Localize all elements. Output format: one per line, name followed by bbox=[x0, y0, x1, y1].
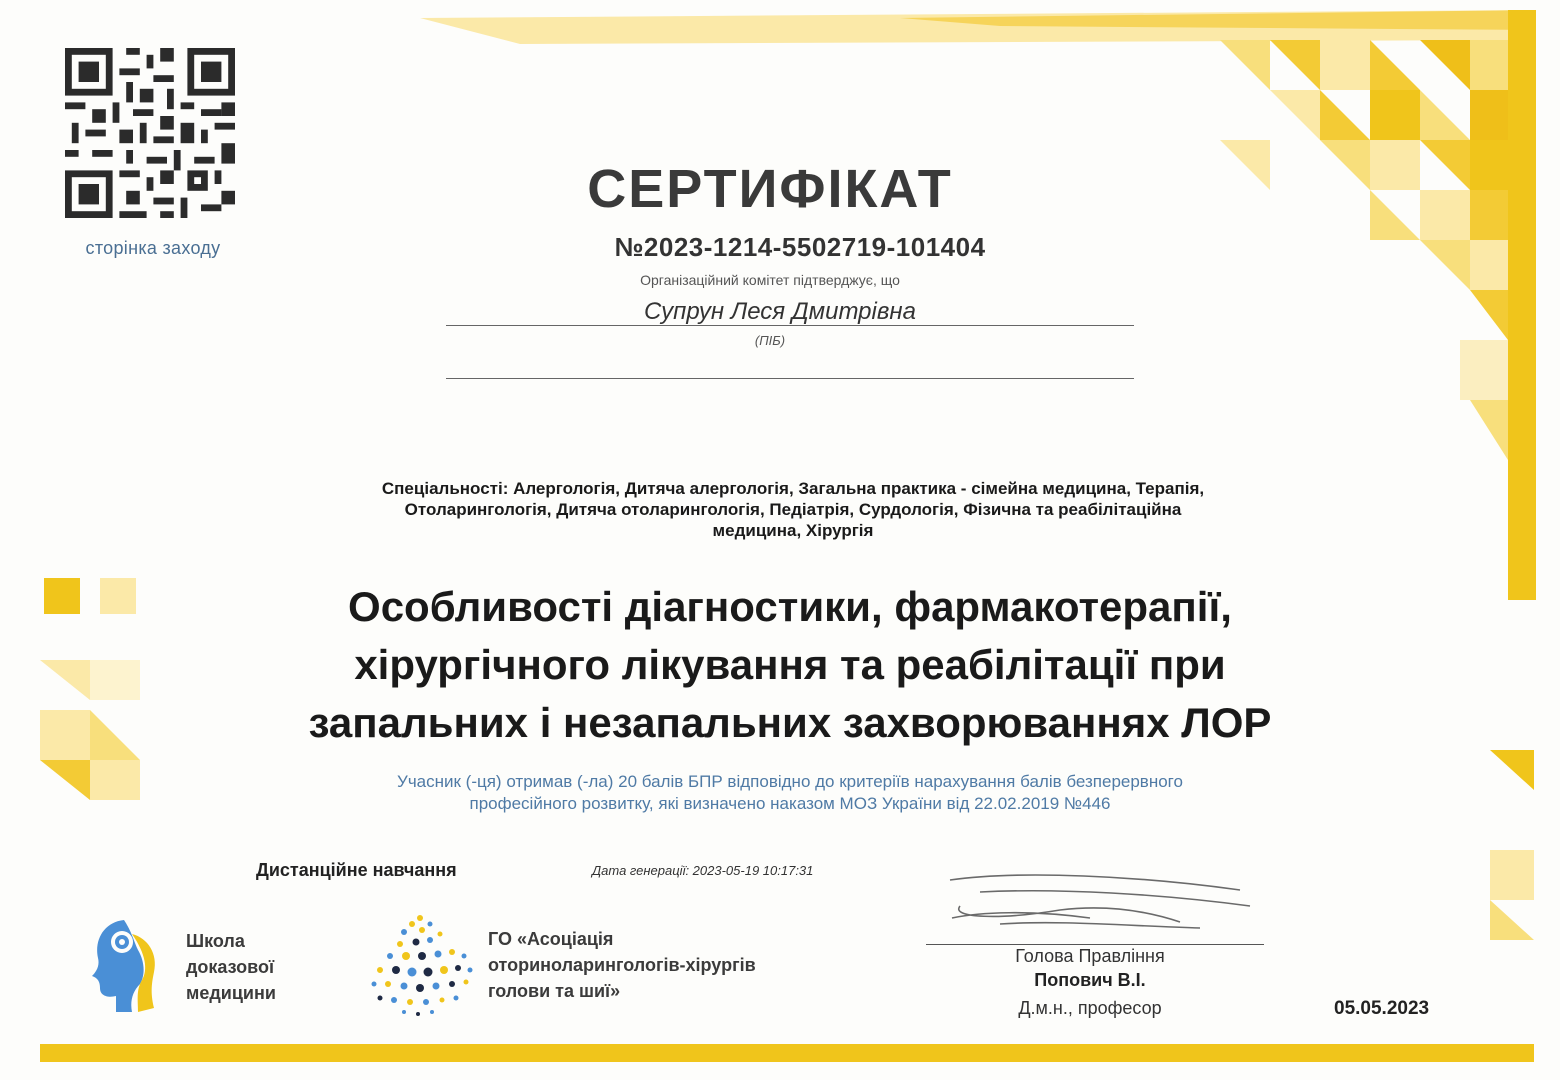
cpd-points-line: Учасник (-ця) отримав (-ла) 20 балів БПР відповідно до критеріїв нарахування балів безперервного bbox=[397, 772, 1183, 791]
course-title-line: хірургічного лікування та реабілітації при bbox=[354, 641, 1226, 688]
cpd-points-line: професійного розвитку, які визначено наказом МОЗ України від 22.02.2019 №446 bbox=[469, 794, 1111, 813]
generation-date: Дата генерації: 2023-05-19 10:17:31 bbox=[592, 863, 814, 878]
confirm-text: Організаційний комітет підтверджує, що bbox=[640, 272, 900, 288]
signature-line bbox=[926, 944, 1264, 945]
course-title-line: запальних і незапальних захворюваннях ЛОР bbox=[308, 699, 1272, 746]
org-association-line: ГО «Асоціація bbox=[488, 929, 614, 949]
signature-icon bbox=[940, 866, 1270, 946]
learning-format: Дистанційне навчання bbox=[256, 860, 457, 880]
specialties-line: Отоларингологія, Дитяча отоларингологія, Педіатрія, Сурдологія, Фізична та реабілітаційна bbox=[404, 500, 1182, 519]
org-school bbox=[186, 928, 276, 1006]
name-caption: (ПІБ) bbox=[754, 333, 786, 348]
signatory-name: Попович В.І. bbox=[1034, 970, 1146, 990]
org-school-line: доказової bbox=[186, 957, 275, 977]
school-logo-icon bbox=[84, 912, 166, 1022]
recipient-name: Супрун Леся Дмитрівна bbox=[644, 298, 916, 325]
org-school-line: медицини bbox=[186, 983, 276, 1003]
org-association bbox=[488, 926, 756, 1004]
org-association-line: оториноларингологів-хірургів bbox=[488, 955, 756, 975]
specialties bbox=[228, 478, 1358, 541]
blank-line bbox=[446, 378, 1134, 379]
certificate-title: СЕРТИФІКАТ bbox=[587, 159, 953, 219]
name-underline bbox=[446, 325, 1134, 326]
cpd-points-note bbox=[230, 771, 1350, 815]
specialties-line: медицина, Хірургія bbox=[712, 521, 874, 540]
qr-code-icon[interactable] bbox=[62, 48, 238, 218]
qr-caption[interactable]: сторінка заходу bbox=[85, 238, 221, 258]
issue-date: 05.05.2023 bbox=[1334, 998, 1430, 1019]
course-title bbox=[160, 578, 1420, 752]
signatory-degree: Д.м.н., професор bbox=[1018, 998, 1162, 1018]
association-logo-icon bbox=[360, 910, 480, 1020]
org-school-line: Школа bbox=[186, 931, 245, 951]
org-association-line: голови та шиї» bbox=[488, 981, 621, 1001]
specialties-line: Спеціальності: Алергологія, Дитяча алергологія, Загальна практика - сімейна медицина, Терапія, bbox=[381, 479, 1205, 498]
bottom-band bbox=[40, 1044, 1534, 1062]
certificate-number: №2023-1214-5502719-101404 bbox=[614, 232, 986, 262]
course-title-line: Особливості діагностики, фармакотерапії, bbox=[348, 583, 1232, 630]
signatory-role: Голова Правління bbox=[1015, 946, 1165, 966]
